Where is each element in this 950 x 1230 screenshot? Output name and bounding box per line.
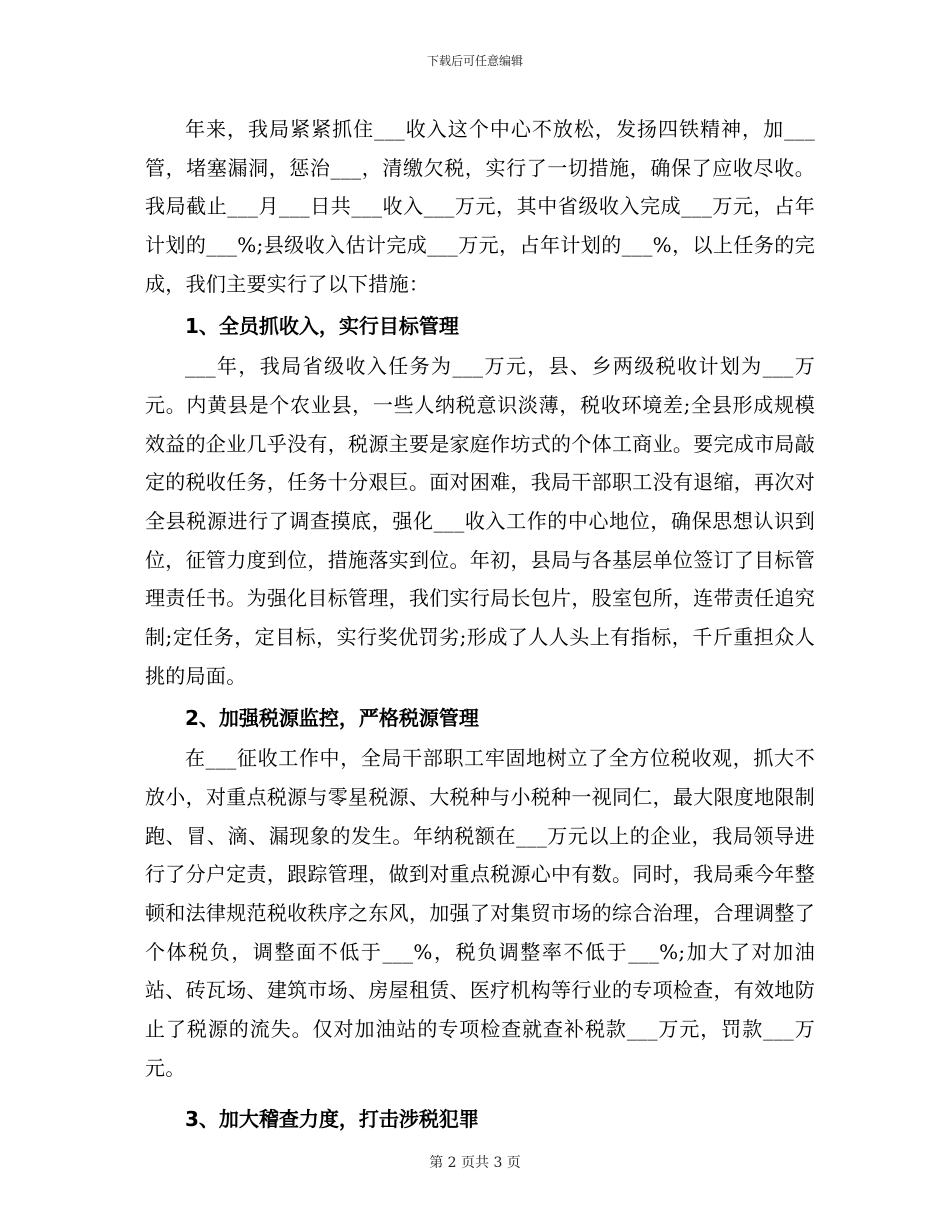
section-2-paragraph: 在___征收工作中，全局干部职工牢固地树立了全方位税收观，抓大不放小，对重点税源与零星税源、大税种与小税种一视同仁，最大限度地限制跑、冒、滴、漏现象的发生。年纳税额在___万元以上的企业，我局领导进行了分户定责，跟踪管理，做到对重点税源心中有数。同时，我局乘今年整顿和法律规范税收秩序之东风，加强了对集贸市场的综合治理，合理调整了个体税负，调整面不低于___%，税负调整率不低于___%;加大了对加油站、砖瓦场、建筑市场、房屋租赁、医疗机构等行业的专项检查，有效地防止了税源的流失。仅对加油站的专项检查就查补税款___万元，罚款___万元。: [145, 746, 815, 1080]
section-heading-2: 2、加强税源监控，严格税源管理: [185, 705, 479, 730]
section-heading-3: 3、加大稽查力度，打击涉税犯罪: [185, 1106, 479, 1131]
intro-paragraph: 年来，我局紧紧抓住___收入这个中心不放松，发扬四铁精神，加___管，堵塞漏洞，惩治___，清缴欠税，实行了一切措施，确保了应收尽收。我局截止___月___日共___收入___万元，其中省级收入完成___万元，占年计划的___%;县级收入估计完成___万元，占年计划的___%，以上任务的完成，我们主要实行了以下措施：: [145, 117, 815, 296]
section-heading-1: 1、全员抓收入，实行目标管理: [185, 313, 459, 338]
section-1-paragraph: ___年，我局省级收入任务为___万元，县、乡两级税收计划为___万元。内黄县是个农业县，一些人纳税意识淡薄，税收环境差;全县形成规模效益的企业几乎没有，税源主要是家庭作坊式的个体工商业。要完成市局敲定的税收任务，任务十分艰巨。面对困难，我局干部职工没有退缩，再次对全县税源进行了调查摸底，强化___收入工作的中心地位，确保思想认识到位，征管力度到位，措施落实到位。年初，县局与各基层单位签订了目标管理责任书。为强化目标管理，我们实行局长包片，股室包所，连带责任追究制;定任务，定目标，实行奖优罚劣;形成了人人头上有指标，千斤重担众人挑的局面。: [145, 354, 815, 688]
page-number: 第 2 页共 3 页: [429, 1155, 521, 1171]
document-body: [145, 110, 815, 1140]
page-header-note: 下载后可任意编辑: [426, 54, 523, 68]
